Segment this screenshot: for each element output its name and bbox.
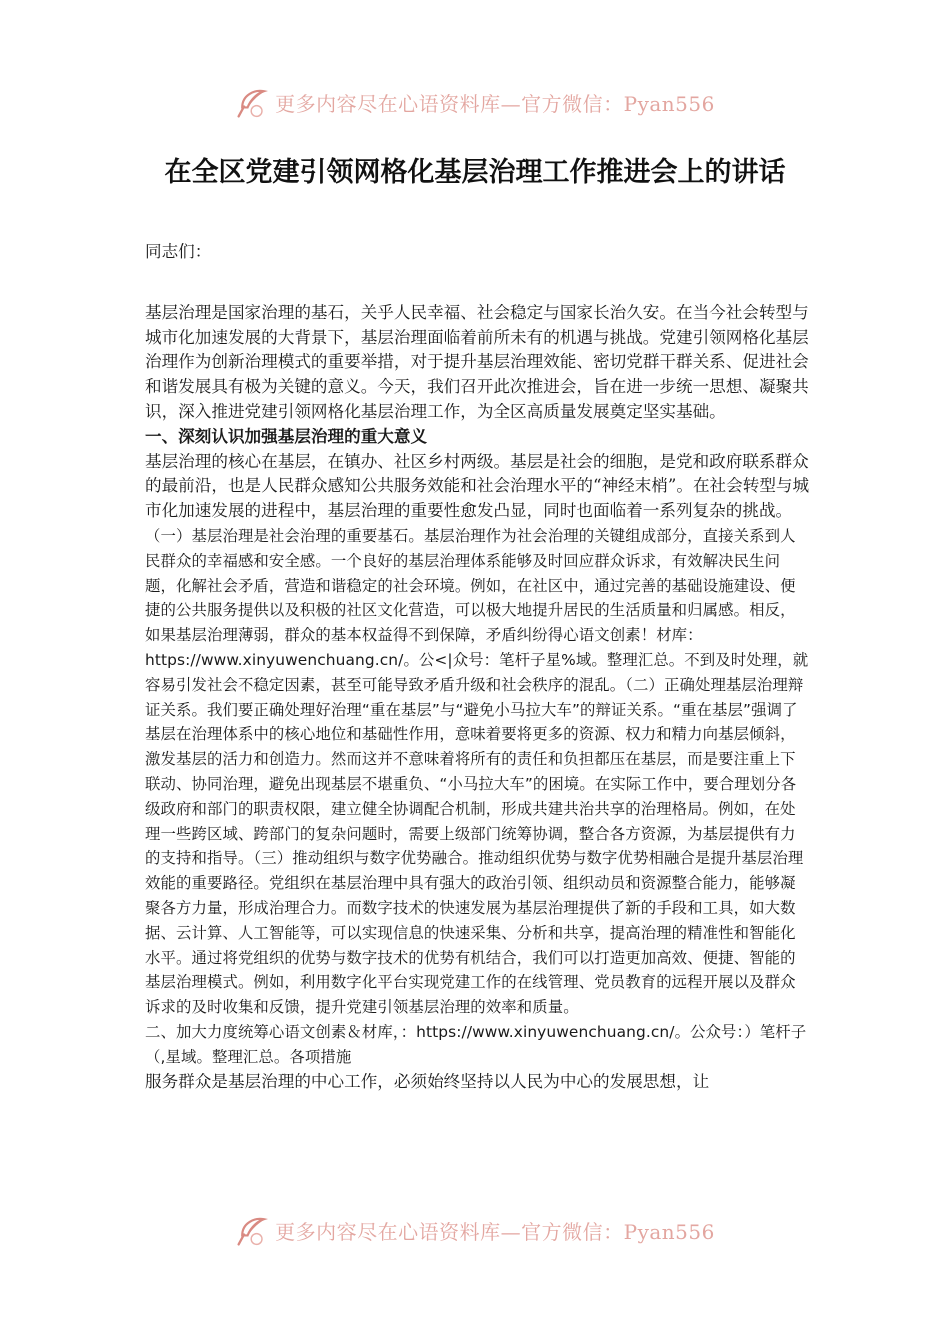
section-2-intro-paragraph: 服务群众是基层治理的中心工作，必须始终坚持以人民为中心的发展思想，让 — [145, 1071, 710, 1091]
intro-paragraph: 基层治理是国家治理的基石，关乎人民幸福、社会稳定与国家长治久安。在当今社会转型与城市化加速发展的大背景下，基层治理面临着前所未有的机遇与挑战。党建引领网格化基层治理作为创新治理模式的重要举措，对于提升基层治理效能、密切党群干群关系、促进社会和谐发展具有极为关键的意义。今天，我们召开此次推进会，旨在进一步统一思想、凝聚共识，深入推进党建引领网格化基层治理工作，为全区高质量发展奠定坚实基础。 — [145, 302, 809, 421]
banner-text: 更多内容尽在心语资料库—官方微信：Pyan556 — [275, 1219, 715, 1244]
quill-pen-logo-icon — [235, 1212, 271, 1248]
banner-text: 更多内容尽在心语资料库—官方微信：Pyan556 — [275, 91, 715, 116]
document-title: 在全区党建引领网格化基层治理工作推进会上的讲话 — [164, 157, 786, 188]
section-1-intro-paragraph: 基层治理的核心在基层，在镇办、社区乡村两级。基层是社会的细胞，是党和政府联系群众的最前沿，也是人民群众感知公共服务效能和社会治理水平的“神经末梢”。在社会转型与城市化加速发展的进程中，基层治理的重要性愈发凸显，同时也面临着一系列复杂的挑战。 — [145, 451, 810, 521]
footer-banner — [0, 1208, 950, 1252]
salutation: 同志们： — [145, 242, 212, 261]
section-2-heading: 二、加大力度统筹心语文创素＆材库，：https://www.xinyuwenchuang.cn/。公众号：）笔杆子（,星域。整理汇总。各项措施 — [145, 1022, 807, 1066]
quill-pen-logo-icon — [235, 84, 271, 120]
section-1-heading: 一、深刻认识加强基层治理的重大意义 — [145, 426, 428, 446]
section-1-body-paragraph: （一）基层治理是社会治理的重要基石。基层治理作为社会治理的关键组成部分，直接关系到人民群众的幸福感和安全感。一个良好的基层治理体系能够及时回应群众诉求，有效解决民生问题，化解社会矛盾，营造和谐稳定的社会环境。例如，在社区中，通过完善的基础设施建设、便捷的公共服务提供以及积极的社区文化营造，可以极大地提升居民的生活质量和归属感。相反，如果基层治理薄弱，群众的基本权益得不到保障，矛盾纠纷得心语文创素！材库：https://www.xinyuwenchuang.cn/。公<|众号：笔杆子星%域。整理汇总。不到及时处理，就容易引发社会不稳定因素，甚至可能导致矛盾升级和社会秩序的混乱。（二）正确处理基层治理辩证关系。我们要正确处理好治理“重在基层”与“避免小马拉大车”的辩证关系。“重在基层”强调了基层在治理体系中的核心地位和基础性作用，意味着要将更多的资源、权力和精力向基层倾斜，激发基层的活力和创造力。然而这并不意味着将所有的责任和负担都压在基层，而是要注重上下联动、协同治理，避免出现基层不堪重负、“小马拉大车”的困境。在实际工作中，要合理划分各级政府和部门的职责权限，建立健全协调配合机制，形成共建共治共享的治理格局。例如，在处理一些跨区域、跨部门的复杂问题时，需要上级部门统筹协调，整合各方资源，为基层提供有力的支持和指导。（三）推动组织与数字优势融合。推动组织优势与数字优势相融合是提升基层治理效能的重要路径。党组织在基层治理中具有强大的政治引领、组织动员和资源整合能力，能够凝聚各方力量，形成治理合力。而数字技术的快速发展为基层治理提供了新的手段和工具，如大数据、云计算、人工智能等，可以实现信息的快速采集、分析和共享，提高治理的精准性和智能化水平。通过将党组织的优势与数字技术的优势有机结合，我们可以打造更加高效、便捷、智能的基层治理模式。例如，利用数字化平台实现党建工作的在线管理、党员教育的远程开展以及群众诉求的及时收集和反馈，提升党建引领基层治理的效率和质量。 — [145, 526, 809, 1017]
header-banner — [0, 80, 950, 124]
document-body — [145, 240, 810, 1094]
